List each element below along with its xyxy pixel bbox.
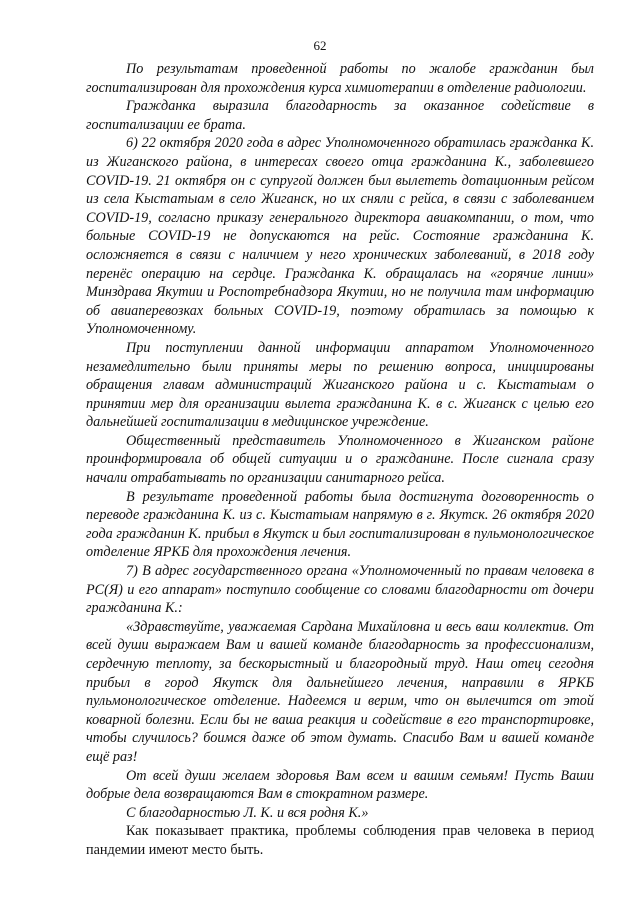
paragraph-10-signature: С благодарностью Л. К. и вся родня К.»	[126, 804, 369, 821]
paragraph-4: При поступлении данной информации аппаратом Уполномоченного незамедлительно были приняты меры по решению вопроса, инициированы обращения главам администраций Жиганского района и с. Кыстатыам о принятии мер для организации вылета гражданина К. в с. Жиганск с целью его дальнейшей госпитализации в медицинское учреждение.	[86, 339, 594, 431]
paragraph-11-conclusion: Как показывает практика, проблемы соблюдения прав человека в период пандемии имеют место быть.	[86, 823, 594, 858]
page-number: 62	[313, 38, 327, 53]
paragraph-3: 6) 22 октября 2020 года в адрес Уполномоченного обратилась гражданка К. из Жиганского района, в интересах своего отца гражданина К., заболевшего COVID-19. 21 октября он с супругой должен был вылететь дотационным рейсом из села Кыстатыам в село Жиганск, но их сняли с рейса, в связи с заболеванием COVID-19, согласно приказу генерального директора авиакомпании, о том, что больные COVID-19 не допускаются на рейс. Состояние гражданина К. осложняется в связи с наличием у него хронических заболеваний, в 2018 году перенёс операцию на сердце. Гражданка К. обращалась на «горячие линии» Минздрава Якутии и Роспотребнадзора Якутии, но не получила там информацию об авиаперевозках больных COVID-19, поэтому обратилась за помощью к Уполномоченному.	[86, 135, 594, 338]
body-text	[86, 60, 594, 860]
paragraph-6: В результате проведенной работы была достигнута договоренность о переводе гражданина К. из с. Кыстатыам напрямую в г. Якутск. 26 октября 2020 года гражданин К. прибыл в Якутск и был госпитализирован в пульмонологическое отделение ЯРКБ для прохождения лечения.	[86, 488, 594, 561]
paragraph-7: 7) В адрес государственного органа «Уполномоченный по правам человека в РС(Я) и его аппарат» поступило сообщение со словами благодарности от дочери гражданина К.:	[86, 563, 594, 617]
paragraph-8-quote: «Здравствуйте, уважаемая Сардана Михайловна и весь ваш коллектив. От всей души выражаем Вам и вашей команде благодарность за профессионализм, сердечную теплоту, за бескорыстный и благородный труд. Наш отец сегодня прибыл в город Якутск для дальнейшего лечения, направили в ЯРКБ пульмонологическое отделение. Надеемся и верим, что он вылечится от этой коварной болезни. Если бы не ваша реакция и содействие в его транспортировке, чтобы случилось? боимся даже об этом думать. Спасибо Вам и вашей команде ещё раз!	[86, 618, 594, 765]
paragraph-1: По результатам проведенной работы по жалобе гражданин был госпитализирован для прохождения курса химиотерапии в отделение радиологии.	[86, 61, 594, 96]
paragraph-9-quote: От всей души желаем здоровья Вам всем и вашим семьям! Пусть Ваши добрые дела возвращаются Вам в стократном размере.	[86, 767, 594, 803]
paragraph-2: Гражданка выразила благодарность за оказанное содействие в госпитализации ее брата.	[86, 98, 594, 133]
paragraph-5: Общественный представитель Уполномоченного в Жиганском районе проинформировала об общей ситуации и о гражданине. После сигнала сразу начали отрабатывать по организации санитарного рейса.	[86, 432, 594, 487]
